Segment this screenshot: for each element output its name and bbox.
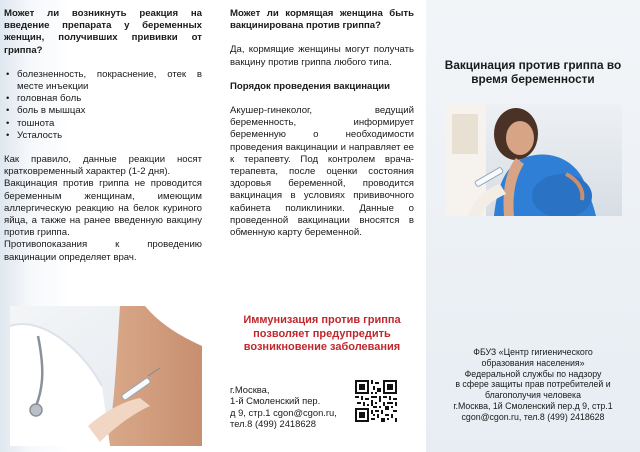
list-item: • боль в мышцах (4, 105, 202, 117)
list-item: • тошнота (4, 118, 202, 130)
contraindication-text: Вакцинация против гриппа не проводится беременным женщинам, имеющим аллергическую реакцию на белок куриного яйца, а также на ранее введенную вакцину против гриппа. (4, 178, 202, 239)
pregnant-woman-photo (446, 104, 622, 216)
panel-left (0, 0, 213, 452)
contact-line: 1-й Смоленский пер. (230, 395, 321, 407)
reaction-heading: Может ли возникнуть реакция на введение препарата у беременных женщин, получивших прививки от гриппа? (4, 8, 202, 56)
panel-middle-text (230, 8, 414, 239)
org-line: г.Москва, 1й Смоленский пер.д 9, стр.1 (453, 400, 613, 411)
org-line: в сфере защиты прав потребителей и (455, 379, 611, 390)
contact-line: д 9, стр.1 cgon@cgon.ru, (230, 406, 337, 418)
org-line: благополучия человека (485, 390, 581, 401)
qr-code[interactable] (355, 380, 397, 422)
org-line: Федеральной службы по надзору (464, 368, 602, 379)
immunization-slogan: Иммунизация против гриппа позволяет предупредить возникновение заболевания (243, 314, 401, 353)
contact-line: тел.8 (499) 2418628 (230, 418, 316, 430)
doctor-decision-text: Противопоказания к проведению вакцинации определяет врач. (4, 239, 202, 263)
breastfeeding-heading: Может ли кормящая женщина быть вакцинирована против гриппа? (230, 8, 414, 32)
vaccination-photo (10, 306, 202, 446)
procedure-heading: Порядок проведения вакцинации (230, 80, 391, 92)
symptom-list (4, 69, 202, 142)
org-line: ФБУЗ «Центр гигиенического (473, 347, 593, 357)
panel-left-text (4, 8, 202, 264)
contact-line: г.Москва, (230, 384, 270, 395)
procedure-text: Акушер-гинеколог, ведущий беременность, информирует беременную о необходимости проведения вакцинации и направляет ее к терапевту. Под контролем врача-терапевта, после оценки состояния здоровья беременной, проводится вакцинация в условиях прививочного кабинета поликлиники. Данные о проведенной вакцинации вносятся в обменную карту беременной. (230, 105, 414, 239)
org-line: cgon@cgon.ru, тел.8 (499) 2418628 (461, 411, 605, 422)
list-item: • болезненность, покраснение, отек в месте инъекции (4, 69, 202, 93)
list-item: • головная боль (4, 93, 202, 105)
reaction-duration-text: Как правило, данные реакции носят кратковременный характер (1-2 дня). (4, 154, 202, 178)
panel-middle (213, 0, 426, 452)
list-item: • Усталость (4, 130, 202, 142)
organization-info (440, 347, 626, 423)
breastfeeding-answer: Да, кормящие женщины могут получать вакцину против гриппа любого типа. (230, 44, 414, 68)
contact-block (230, 384, 348, 430)
org-line: образования населения» (481, 357, 585, 368)
brochure-title: Вакцинация против гриппа во время беременности (444, 58, 622, 86)
